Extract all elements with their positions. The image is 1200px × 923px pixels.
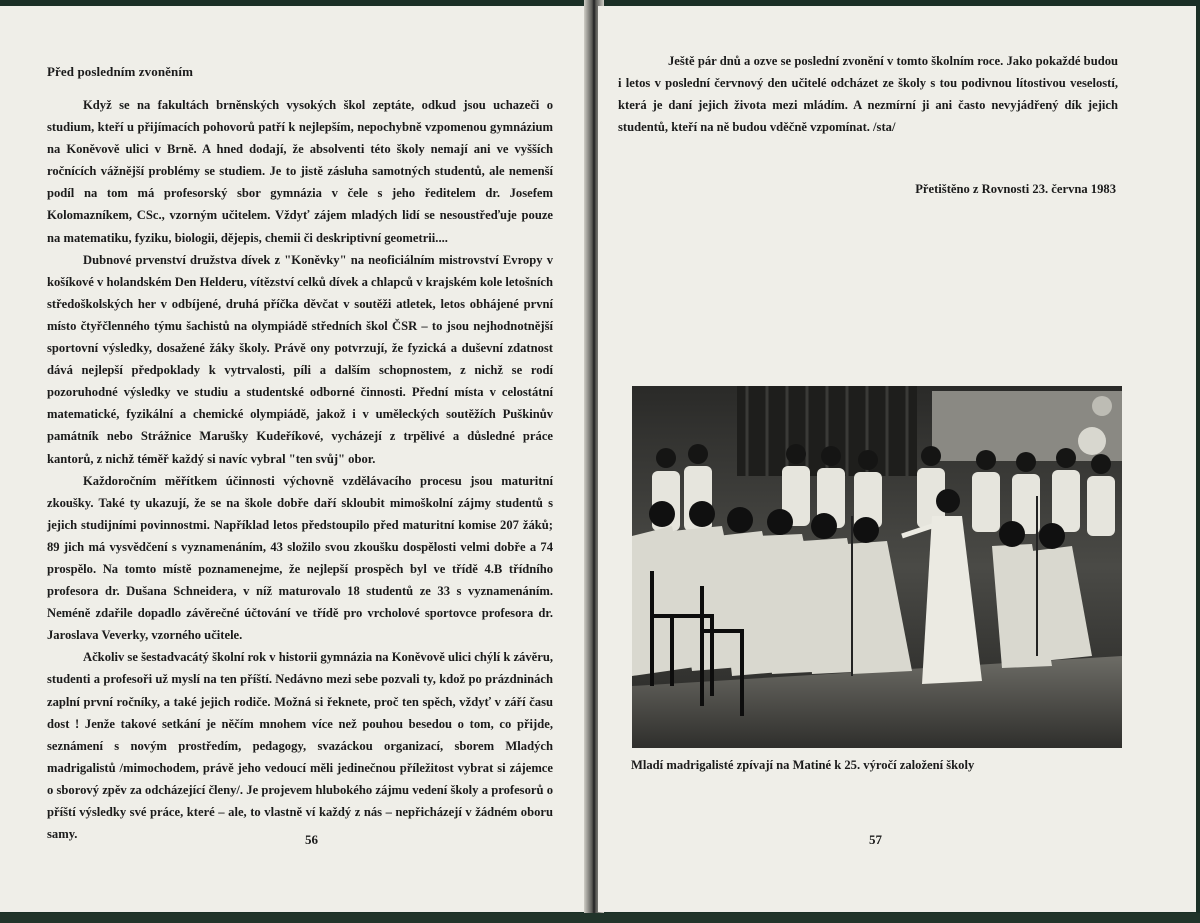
photo-caption: Mladí madrigalisté zpívají na Matiné k 25. výročí založení školy <box>631 758 975 772</box>
left-page <box>0 6 592 912</box>
paragraph: Dubnové prvenství družstva dívek z "Koněvky" na neoficiálním mistrovství Evropy v košíkové v holandském Den Helderu, vítězství celků dívek a chlapců v krajském kole letošních středoškolských her v odbíjené, druhá příčka děvčat v soutěži atletek, letos obhájené první místo čtyřčlenného týmu šachistů na olympiádě středních škol ČSR – to jsou nejhodnotnější sportovní výsledky, dosažené žáky školy. Právě ony potvrzují, že fyzická a duševní zdatnost dává nejlepší předpoklady k vytrvalosti, píli a dalším schopnostem, z nichž se rodí pozoruhodné výsledky ve studiu a studentské odborné činnosti. Přední místa v celostátní matematické, fyzikální a chemické olympiádě, jakož i v uměleckých soutěžích Puškinův památník nebo Strážnice Marušky Kudeříkové, vycházejí z trpělivé a důsledné práce kantorů, z nichž téměř každý si navíc vybral "ten svůj" obor. <box>47 252 553 466</box>
paragraph: Ačkoliv se šestadvacátý školní rok v historii gymnázia na Koněvově ulici chýlí k závěru, studenti a profesoři už myslí na ten příští. Nedávno mezi sebe pozvali ty, kdož po prázdninách zaplní první ročníky, a také jejich rodiče. Možná si řeknete, proč ten spěch, vždyť v září času dost ! Jenže takové setkání je něčím mnohem více než pouhou besedou o tom, co přijde, seznámení s novým prostředím, pedagogy, svazáckou organizací, sborem Mladých madrigalistů /mimochodem, právě jeho vedoucí měli jedinečnou příležitost vybrat si zájemce o sborový zpěv za odcházející členy/. Je projevem hlubokého zájmu vedení školy a profesorů o příští výsledky své práce, které – ale, to vlastně ví každý z nás – nepřicházejí v žádném oboru samy. <box>47 650 553 842</box>
table-edge <box>0 913 1200 923</box>
article-body <box>47 94 553 845</box>
choir-photo <box>632 386 1122 748</box>
article-closing-paragraph: Ještě pár dnů a ozve se poslední zvonění v tomto školním roce. Jako pokaždé budou i letos v poslední červnový den učitelé odcházet ze školy s tou podivnou lítostivou veselostí, která je daní jejich života mezi mládím. A nezmírní ji ani často nevyjádřený dík jejich studentů, kteří na ně budou vděčně vzpomínat. /sta/ <box>618 54 1118 135</box>
paragraph: Každoročním měřítkem účinnosti výchovně vzdělávacího procesu jsou maturitní zkoušky. Také ty ukazují, že se na škole dobře daří skloubit mimoškolní zájmy studentů s jejich studijními povinnostmi. Například letos předstoupilo před maturitní komise 207 žáků; 89 jich má vysvědčení s vyznamenáním, 43 složilo svou zkoušku dospělosti velmi dobře a 74 prospělo. Na tomto místě poznamenejme, že nejlepší prospěch byl ve třídě 4.B třídního profesora dr. Dušana Schneidera, v níž maturovalo 18 studentů ze 33 s vyznamenáním. Neméně zdařile dopadlo závěrečné účtování ve třídě pro vrcholové sportovce profesora dr. Jaroslava Veverky, vzorného učitele. <box>47 473 553 643</box>
right-page <box>598 6 1196 912</box>
paragraph: Když se na fakultách brněnských vysokých škol zeptáte, odkud jsou uchazeči o studium, kteří u přijímacích pohovorů patří k nejlepším, nepochybně vzpomenou gymnázium na Koněvově ulici v Brně. A hned dodají, že absolventi této školy nemají ani ve vyšších ročnících vážnější problémy se studiem. Je to jistě zásluha samotných studentů, ale nemenší podíl na tom má profesorský sbor gymnázia v čele s jeho ředitelem dr. Josefem Kolomazníkem, CSc., vzorným učitelem. Vždyť zájem mladých lidí se nesoustřeďuje pouze na matematiku, fyziku, biologii, dějepis, chemii či deskriptivní geometrii.... <box>47 98 553 245</box>
article-heading: Před posledním zvoněním <box>47 64 194 79</box>
page-number-right: 57 <box>869 832 882 847</box>
source-note: Přetištěno z Rovnosti 23. června 1983 <box>915 182 1116 196</box>
page-number-left: 56 <box>305 832 318 847</box>
choir-photo-illustration <box>632 386 1122 748</box>
